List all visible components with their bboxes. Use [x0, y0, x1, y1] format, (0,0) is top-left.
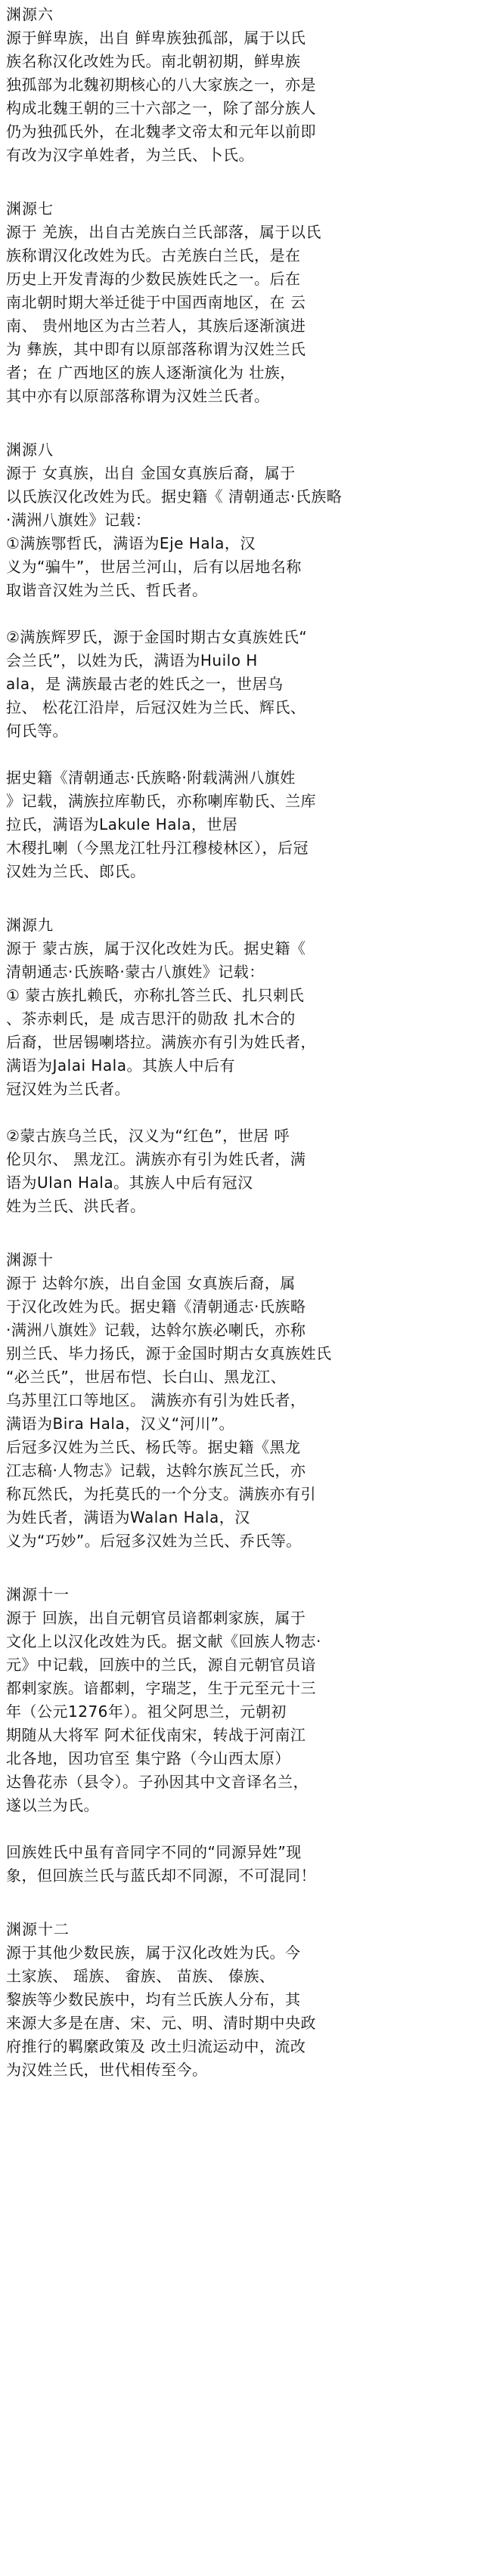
text-line: 何氏等。	[6, 722, 68, 740]
paragraph-spacer	[6, 743, 478, 766]
text-line: 象，但回族兰氏与蓝氏却不同源，不可混同！	[6, 1866, 316, 1885]
paragraph	[6, 766, 478, 883]
text-line: 为汉姓兰氏，世代相传至今。	[6, 2061, 208, 2079]
text-line: ②满族辉罗氏，源于金国时期古女真族姓氏“	[6, 628, 308, 646]
section-title: 渊源十一	[6, 1585, 70, 1603]
text-line: 语为Ulan Hala。其族人中后有冠汉	[6, 1174, 253, 1192]
text-line: 满语为Jalai Hala。其族人中后有	[6, 1056, 235, 1075]
text-line: 汉姓为兰氏、郎氏。	[6, 862, 146, 880]
text-line: 源于鲜卑族，出自 鲜卑族独孤部，属于以氏	[6, 29, 306, 47]
text-line: 其中亦有以原部落称谓为汉姓兰氏者。	[6, 387, 270, 405]
text-line: 者；在 广西地区的族人逐渐演化为 壮族，	[6, 363, 296, 382]
paragraph	[6, 1941, 478, 2082]
text-line: 拉、 松花江沿岸，后冠汉姓为兰氏、辉氏、	[6, 698, 306, 716]
text-line: 乌苏里江口等地区。 满族亦有引为姓氏者，	[6, 1391, 306, 1409]
text-line: 木稷扎喇（今黑龙江牡丹江穆棱林区），后冠	[6, 839, 309, 857]
section-spacer	[6, 1553, 478, 1583]
text-line: 义为“骗牛”，世居兰河山，后有以居地名称	[6, 558, 302, 576]
text-line: 源于 羌族，出自古羌族白兰氏部落，属于以氏	[6, 223, 321, 241]
paragraph	[6, 626, 478, 743]
text-line: ①满族鄂哲氏，满语为Eje Hala，汉	[6, 534, 256, 552]
paragraph	[6, 1124, 478, 1218]
text-line: 伦贝尔、 黑龙江。满族亦有引为姓氏者，满	[6, 1150, 306, 1168]
text-line: 后冠多汉姓为兰氏、杨氏等。据史籍《黑龙	[6, 1438, 301, 1456]
text-line: 达鲁花赤（县令）。子孙因其中文音译名兰，	[6, 1773, 309, 1791]
section-title: 渊源九	[6, 916, 54, 934]
text-line: 于汉化改姓为氏。据史籍《清朝通志·氏族略	[6, 1297, 306, 1316]
text-line: 为姓氏者，满语为Walan Hala，汉	[6, 1508, 250, 1526]
text-line: 期随从大将军 阿术征伐南宋，转战于河南江	[6, 1726, 306, 1744]
text-line: 历史上开发青海的少数民族姓氏之一。后在	[6, 270, 301, 288]
section-title: 渊源十二	[6, 1920, 70, 1938]
section-spacer	[6, 408, 478, 438]
text-line: 冠汉姓为兰氏者。	[6, 1080, 130, 1098]
text-line: ala，是 满族最古老的姓氏之一，世居乌	[6, 675, 284, 693]
text-line: 清朝通志·氏族略·蒙古八旗姓》记载：	[6, 963, 265, 981]
text-line: 文化上以汉化改姓为氏。据文献《回族人物志·	[6, 1632, 321, 1650]
text-line: 、茶赤剌氏，是 成吉思汗的勋敌 扎木合的	[6, 1010, 296, 1028]
paragraph-spacer	[6, 602, 478, 626]
text-line: 拉氏，满语为Lakule Hala，世居	[6, 815, 238, 833]
text-line: 回族姓氏中虽有音同字不同的“同源异姓”现	[6, 1843, 302, 1861]
text-line: 会兰氏”，以姓为氏，满语为Huilo H	[6, 651, 258, 670]
text-line: 源于 女真族，出自 金国女真族后裔，属于	[6, 464, 296, 482]
text-line: 黎族等少数民族中，均有兰氏族人分布，其	[6, 1990, 301, 2009]
text-line: 仍为独孤氏外，在北魏孝文帝太和元年以前即	[6, 122, 316, 141]
text-line: 姓为兰氏、洪氏者。	[6, 1197, 146, 1215]
section-spacer	[6, 883, 478, 914]
text-line: 为 彝族，其中即有以原部落称谓为汉姓兰氏	[6, 340, 306, 358]
text-line: “必兰氏”，世居布恺、长白山、黑龙江、	[6, 1368, 287, 1386]
section-title: 渊源六	[6, 5, 54, 23]
paragraph	[6, 1841, 478, 1888]
text-line: 都剌家族。谙都剌，字瑞芝，生于元至元十三	[6, 1679, 316, 1697]
text-line: 来源大多是在唐、宋、元、明、清时期中央政	[6, 2014, 316, 2032]
paragraph-spacer	[6, 1817, 478, 1841]
text-line: 独孤部为北魏初期核心的八大家族之一，亦是	[6, 76, 316, 94]
paragraph	[6, 937, 478, 1101]
paragraph-spacer	[6, 1101, 478, 1124]
text-line: 土家族、 瑶族、 畲族、 苗族、 傣族、	[6, 1967, 275, 1985]
text-line: 江志稿·人物志》记载，达斡尔族瓦兰氏，亦	[6, 1461, 306, 1480]
section-spacer	[6, 1888, 478, 1918]
text-line: 年（公元1276年）。祖父阿思兰，元朝初	[6, 1702, 287, 1721]
text-line: 取谐音汉姓为兰氏、哲氏者。	[6, 581, 208, 599]
section-title: 渊源七	[6, 199, 54, 218]
paragraph	[6, 221, 478, 408]
text-line: 称瓦然氏，为托莫氏的一个分支。满族亦有引	[6, 1485, 316, 1503]
text-line: 源于 蒙古族，属于汉化改姓为氏。据史籍《	[6, 939, 306, 957]
text-line: 南北朝时期大举迁徙于中国西南地区，在 云	[6, 293, 306, 311]
paragraph	[6, 1272, 478, 1553]
paragraph	[6, 1607, 478, 1817]
text-line: 族名称汉化改姓为氏。南北朝初期，鲜卑族	[6, 52, 301, 70]
section-title: 渊源十	[6, 1251, 54, 1269]
text-line: 族称谓汉化改姓为氏。古羌族白兰氏，是在	[6, 246, 301, 264]
text-line: 源于其他少数民族，属于汉化改姓为氏。今	[6, 1944, 301, 1962]
text-line: ·满洲八旗姓》记载，达斡尔族必喇氏，亦称	[6, 1321, 306, 1339]
text-line: 后裔，世居锡喇塔拉。满族亦有引为姓氏者，	[6, 1033, 316, 1051]
text-line: ·满洲八旗姓》记载：	[6, 511, 151, 529]
text-line: 元》中记载，回族中的兰氏，源自元朝官员谙	[6, 1656, 316, 1674]
text-line: 府推行的羁縻政策及 改土归流运动中，流改	[6, 2037, 306, 2055]
text-line: 以氏族汉化改姓为氏。据史籍《 清朝通志·氏族略	[6, 487, 343, 506]
paragraph	[6, 462, 478, 602]
text-line: 遂以兰为氏。	[6, 1796, 99, 1814]
text-line: 源于 达斡尔族，出自金国 女真族后裔，属	[6, 1274, 296, 1292]
text-line: 源于 回族，出自元朝官员谙都剌家族，属于	[6, 1609, 306, 1627]
text-line: 满语为Bira Hala，汉义“河川”。	[6, 1415, 234, 1433]
paragraph	[6, 26, 478, 167]
text-line: 构成北魏王朝的三十六部之一，除了部分族人	[6, 99, 316, 117]
text-line: 义为“巧妙”。后冠多汉姓为兰氏、乔氏等。	[6, 1532, 302, 1550]
text-line: 》记载，满族拉库勒氏，亦称喇库勒氏、兰库	[6, 792, 316, 810]
text-line: 有改为汉字单姓者，为兰氏、卜氏。	[6, 146, 254, 164]
text-line: ① 蒙古族扎赖氏，亦称扎答兰氏、扎只剌氏	[6, 986, 305, 1004]
text-line: 北各地，因功官至 集宁路（今山西太原）	[6, 1749, 290, 1767]
section-spacer	[6, 167, 478, 197]
section-title: 渊源八	[6, 441, 54, 459]
text-line: 南、 贵州地区为古兰若人，其族后逐渐演进	[6, 317, 306, 335]
text-line: ②蒙古族乌兰氏，汉义为“红色”，世居 呼	[6, 1127, 290, 1145]
text-line: 据史籍《清朝通志·氏族略·附载满洲八旗姓	[6, 768, 296, 787]
section-spacer	[6, 1218, 478, 1248]
text-line: 别兰氏、毕力扬氏，源于金国时期古女真族姓氏	[6, 1344, 332, 1362]
